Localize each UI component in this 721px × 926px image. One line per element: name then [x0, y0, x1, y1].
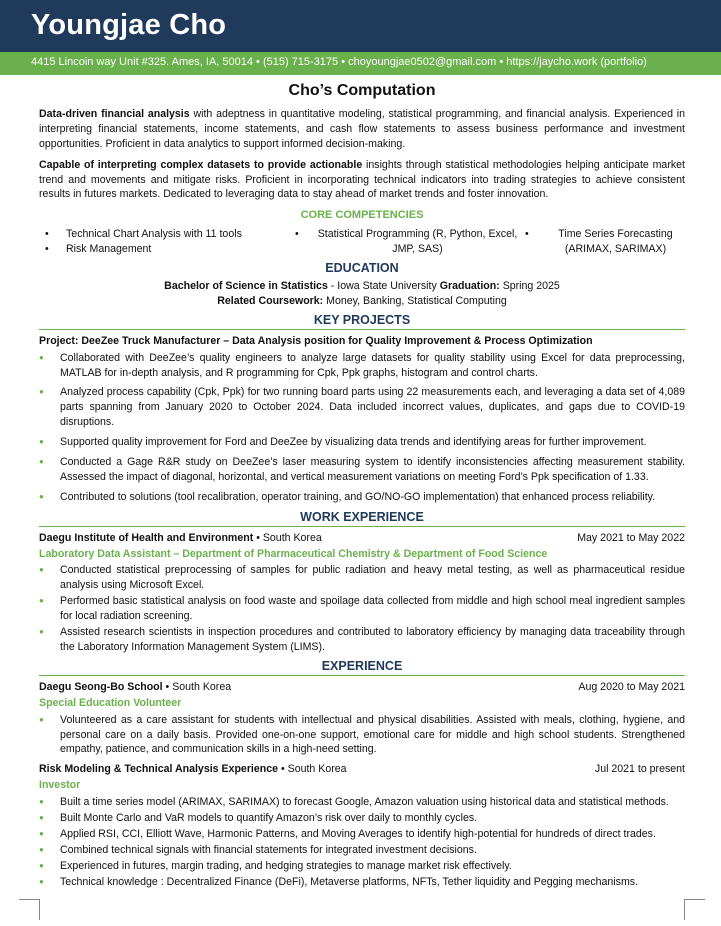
investor-bullets [39, 795, 685, 889]
project-bullets [39, 351, 685, 505]
job-location: • South Korea [278, 763, 347, 776]
school: - Iowa State University [327, 279, 440, 292]
coursework-label: Related Coursework: [217, 294, 324, 307]
job-location: • South Korea [253, 531, 322, 544]
competencies-col-3 [519, 227, 685, 257]
coursework: Money, Banking, Statistical Computing [323, 294, 507, 307]
list-item: ● Supported quality improvement for Ford and DeeZee by visualizing data trends and identifying areas for further improvement. [39, 435, 685, 450]
competency-item: • Risk Management [39, 242, 289, 257]
job-header [39, 531, 685, 546]
competencies-grid [39, 227, 685, 257]
list-item: ● Applied RSI, CCI, Elliott Wave, Harmonic Patterns, and Moving Averages to identify high-potential for hundreds of direct trades. [39, 827, 685, 842]
education-heading: EDUCATION [325, 261, 399, 276]
competencies-col-2 [289, 227, 519, 257]
list-item: ● Assisted research scientists in inspection procedures and contributed to laboratory efficiency by managing data traceability through the Laboratory Information Management System (LIMS). [39, 625, 685, 655]
summary-lead-2: Capable of interpreting complex datasets to provide actionable [39, 158, 363, 171]
resume-header [0, 0, 721, 52]
graduation-date: Spring 2025 [499, 279, 560, 292]
contact-bar [0, 52, 721, 75]
crop-mark-left [19, 899, 40, 920]
contact-info: 4415 Lincoin way Unit #325. Ames, IA, 50014 • (515) 715-3175 • choyoungjae0502@gmail.com • https://jaycho.work (portfolio) [31, 56, 647, 68]
summary-text-1: with adeptness in quantitative modeling, statistical programming, and financial analysis. Experienced in interpreting financial statements, income statements, and cash flow statements to assess business performance and investment opportunities. Proficient in data analytics to support informed decision-making. [39, 107, 685, 150]
resume-body [39, 80, 685, 893]
competency-item: • Statistical Programming (R, Python, Excel, JMP, SAS) [289, 227, 519, 257]
job-role: Special Education Volunteer [39, 696, 182, 709]
summary-paragraph-1 [39, 107, 685, 152]
competencies-heading: CORE COMPETENCIES [300, 209, 424, 222]
list-item: ● Contributed to solutions (tool recalibration, operator training, and GO/NO-GO implementation) that enhanced process reliability. [39, 490, 685, 505]
list-item: ● Technical knowledge : Decentralized Finance (DeFi), Metaverse platforms, NFTs, Tether liquidity and Pegging mechanisms. [39, 875, 685, 890]
list-item: ● Experienced in futures, margin trading, and hedging strategies to manage market risk effectively. [39, 859, 685, 874]
competencies-col-1 [39, 227, 289, 257]
degree: Bachelor of Science in Statistics [164, 279, 328, 292]
list-item: ● Performed basic statistical analysis on food waste and spoilage data collected from middle and high school meal ingredient samples for local radiation screening. [39, 594, 685, 624]
work-bullets [39, 563, 685, 654]
list-item: ● Conducted statistical preprocessing of samples for public radiation and heavy metal testing, as well as pharmaceutical residue analysis using Microsoft Excel. [39, 563, 685, 593]
list-item: ● Collaborated with DeeZee’s quality engineers to analyze large datasets for quality stability using Excel for data preprocessing, MATLAB for in-depth analysis, and R programming for Cpk, Ppk graphs, histogram and control charts. [39, 351, 685, 381]
job-header [39, 680, 685, 695]
summary-paragraph-2 [39, 158, 685, 203]
job-role: Investor [39, 779, 81, 792]
graduation-label: Graduation: [439, 279, 500, 292]
competency-item: • Time Series Forecasting (ARIMAX, SARIMAX) [519, 227, 685, 257]
list-item: ● Volunteered as a care assistant for students with intellectual and physical disabilities. Assisted with meals, clothing, hygiene, and personal care on a daily basis. Provided one-on-one support, emotional care for middle and high school students. Strengthened empathy, patience, and communication skills in a high-need setting. [39, 713, 685, 758]
education-coursework-line [39, 294, 685, 309]
job-org: Daegu Seong-Bo School [39, 680, 163, 693]
projects-heading: KEY PROJECTS [39, 313, 685, 330]
list-item: ● Combined technical signals with financial statements for integrated investment decisions. [39, 843, 685, 858]
list-item: ● Conducted a Gage R&R study on DeeZee’s laser measuring system to identify inconsistencies affecting measurement stability. Assessed the impact of diagonal, horizontal, and vertical measurement variations on meeting Ford’s Ppk specification of 1.33. [39, 455, 685, 485]
list-item: ● Built a time series model (ARIMAX, SARIMAX) to forecast Google, Amazon valuation using historical data and statistical methods. [39, 795, 685, 810]
competency-item: • Technical Chart Analysis with 11 tools [39, 227, 289, 242]
job-header [39, 762, 685, 777]
job-dates: Aug 2020 to May 2021 [578, 680, 685, 693]
job-org: Daegu Institute of Health and Environment [39, 531, 254, 544]
summary-text-2: insights through statistical methodologies helping anticipate market trend and movements and mitigate risks. Proficient in incorporating technical indicators into trading strategies to achieve consistent results in futures markets. Dedicated to leveraging data to stay ahead of market trends and foster innovation. [39, 158, 685, 201]
job-role: Laboratory Data Assistant – Department of Pharmaceutical Chemistry & Department of Food Science [39, 547, 548, 560]
crop-mark-right [684, 899, 705, 920]
list-item: ● Analyzed process capability (Cpk, Ppk) for two running board parts using 22 measurements each, and leveraging a data set of 4,089 parts spanning from January 2020 to October 2024. Data included incorrect values, duplicates, and gaps due to COVID-19 disruptions. [39, 385, 685, 430]
job-dates: Jul 2021 to present [594, 763, 685, 776]
job-org: Risk Modeling & Technical Analysis Experience [39, 763, 279, 776]
volunteer-bullets [39, 713, 685, 758]
job-dates: May 2021 to May 2022 [577, 531, 685, 544]
project-title: Project: DeeZee Truck Manufacturer – Data Analysis position for Quality Improvement & Process Optimization [39, 334, 593, 347]
work-heading: WORK EXPERIENCE [39, 510, 685, 527]
job-location: • South Korea [162, 680, 232, 693]
list-item: ● Built Monte Carlo and VaR models to quantify Amazon’s risk over daily to monthly cycles. [39, 811, 685, 826]
experience-heading: EXPERIENCE [39, 659, 685, 676]
summary-lead-1: Data-driven financial analysis [39, 107, 190, 120]
document-title: Cho’s Computation [288, 82, 436, 99]
education-degree-line [39, 279, 685, 294]
candidate-name: Youngjae Cho [31, 9, 227, 41]
